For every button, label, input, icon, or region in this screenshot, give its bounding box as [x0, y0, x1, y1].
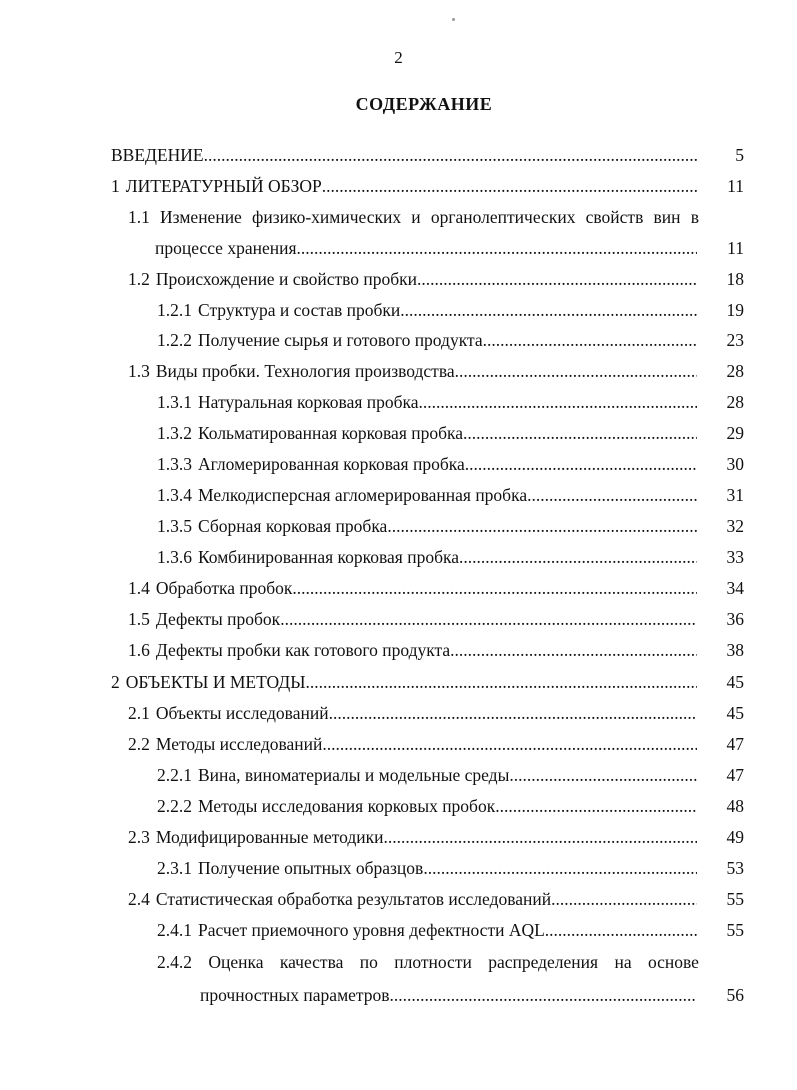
toc-entry-title: ЛИТЕРАТУРНЫЙ ОБЗОР [125, 176, 322, 196]
toc-entry [128, 638, 697, 662]
toc-entry-title: Натуральная корковая пробка [198, 392, 419, 412]
toc-entry-number: 1.3 [128, 361, 150, 381]
toc-entry-number: 1.3.6 [157, 547, 192, 567]
dot-leader [459, 545, 697, 569]
toc-entry-number: 2.2.1 [157, 765, 192, 785]
toc-entry [111, 670, 697, 694]
toc-entry-number: 1.2.1 [157, 300, 192, 320]
toc-entry [157, 856, 697, 880]
toc-entry-word: основе [647, 952, 699, 972]
dot-leader [419, 390, 697, 414]
dot-leader [450, 638, 697, 662]
toc-entry-title: ВВЕДЕНИЕ [111, 145, 204, 165]
toc-entry [157, 421, 697, 445]
toc-entry-number: 2.4.1 [157, 920, 192, 940]
toc-entry-title: процессе хранения [155, 238, 297, 258]
toc-entry-number: 2.2 [128, 734, 150, 754]
toc-entry-title: Кольматированная корковая пробка [198, 423, 464, 443]
toc-entry-word: плотности [394, 952, 472, 972]
toc-entry [157, 763, 697, 787]
toc-entry-title: Получение опытных образцов [198, 858, 424, 878]
toc-entry [128, 732, 697, 756]
toc-entry-title: Агломерированная корковая пробка [198, 454, 465, 474]
toc-entry-title: Комбинированная корковая пробка [198, 547, 459, 567]
dot-leader [545, 918, 697, 942]
dot-leader [297, 236, 697, 260]
toc-entry-number: 1.3.2 [157, 423, 192, 443]
dot-leader [551, 887, 697, 911]
dot-leader [280, 607, 697, 631]
toc-entry-page: 33 [726, 547, 744, 567]
dot-leader [400, 298, 697, 322]
toc-entry-number: 2.3 [128, 827, 150, 847]
toc-entry-page: 19 [726, 300, 744, 320]
toc-entry-page: 47 [726, 765, 744, 785]
toc-entry-number: 1.3.4 [157, 485, 192, 505]
toc-entry-number: 1.6 [128, 640, 150, 660]
toc-entry-number: 1.5 [128, 609, 150, 629]
toc-entry-title: Структура и состав пробки [198, 300, 401, 320]
dot-leader [417, 267, 697, 291]
toc-entry [157, 918, 697, 942]
toc-entry [157, 452, 697, 476]
toc-entry-title: Расчет приемочного уровня дефектности AQL [198, 920, 545, 940]
toc-entry-number: 1.4 [128, 578, 150, 598]
dot-leader [463, 421, 697, 445]
toc-entry-number: 2.2.2 [157, 796, 192, 816]
toc-entry-page: 30 [726, 454, 744, 474]
toc-entry [157, 483, 697, 507]
toc-entry [128, 887, 697, 911]
toc-entry-title: Статистическая обработка результатов исследований [155, 889, 552, 909]
toc-entry [157, 328, 697, 352]
toc-entry-title: Происхождение и свойство пробки [155, 269, 418, 289]
toc-entry-page: 11 [727, 176, 744, 196]
dot-leader [509, 763, 697, 787]
toc-entry [155, 236, 697, 260]
toc-entry [157, 298, 697, 322]
toc-entry-number: 1.3.3 [157, 454, 192, 474]
toc-entry [128, 607, 697, 631]
toc-entry-word: свойств [585, 207, 644, 227]
dot-leader [465, 452, 697, 476]
toc-entry-page: 55 [726, 889, 744, 909]
toc-entry-title: Модифицированные методики [155, 827, 384, 847]
dot-leader [483, 328, 697, 352]
toc-entry-title: Дефекты пробки как готового продукта [155, 640, 451, 660]
toc-entry-word: и [411, 207, 421, 227]
toc-entry-page: 47 [726, 734, 744, 754]
toc-entry-title: Обработка пробок [155, 578, 293, 598]
dot-leader [390, 983, 697, 1007]
toc-entry-title: Получение сырья и готового продукта [198, 330, 483, 350]
toc-entry [157, 794, 697, 818]
toc-entry [128, 701, 697, 725]
toc-entry-page: 29 [726, 423, 744, 443]
toc-entry-number: 1.3.5 [157, 516, 192, 536]
toc-entry-title: Методы исследований [155, 734, 323, 754]
toc-entry-title: прочностных параметров [200, 985, 390, 1005]
toc-entry-page: 28 [726, 361, 744, 381]
toc-entry-wrapped [157, 950, 699, 974]
dot-leader [329, 701, 697, 725]
toc-entry-page: 11 [727, 238, 744, 258]
toc-entry-page: 49 [726, 827, 744, 847]
toc-entry-number: 1.2 [128, 269, 150, 289]
toc-entry-page: 28 [726, 392, 744, 412]
toc-entry [157, 514, 697, 538]
toc-entry-page: 45 [726, 703, 744, 723]
toc-entry-title: Виды пробки. Технология производства [155, 361, 455, 381]
toc-entry [128, 267, 697, 291]
toc-entry-title: Объекты исследований [155, 703, 329, 723]
toc-entry-page: 31 [726, 485, 744, 505]
toc-entry-wrapped [128, 205, 699, 229]
toc-entry-number: 2.3.1 [157, 858, 192, 878]
toc-entry-title: Сборная корковая пробка [198, 516, 388, 536]
toc-entry-page: 56 [726, 985, 744, 1005]
toc-entry-number: 2.4.2 [157, 952, 192, 972]
toc-entry [111, 143, 697, 167]
toc-entry-word: в [690, 207, 699, 227]
toc-entry [157, 390, 697, 414]
toc-entry-title: Дефекты пробок [155, 609, 281, 629]
dot-leader [387, 514, 697, 538]
toc-entry-number: 2 [111, 672, 120, 692]
toc-entry [128, 576, 697, 600]
toc-entry [128, 825, 697, 849]
dot-leader [292, 576, 697, 600]
dot-leader [306, 670, 697, 694]
toc-entry-page: 53 [726, 858, 744, 878]
dot-leader [322, 174, 697, 198]
toc-entry-word: по [359, 952, 378, 972]
dot-leader [384, 825, 697, 849]
toc-entry [157, 545, 697, 569]
toc-entry-number: 2.4 [128, 889, 150, 909]
toc-entry-number: 1.2.2 [157, 330, 192, 350]
toc-entry-page: 18 [726, 269, 744, 289]
toc-entry-page: 36 [726, 609, 744, 629]
toc-entry-page: 34 [726, 578, 744, 598]
toc-entry-page: 45 [726, 672, 744, 692]
toc-entry [200, 983, 697, 1007]
toc-entry-word: распределения [488, 952, 599, 972]
dot-leader [495, 794, 697, 818]
toc-entry-page: 5 [735, 145, 744, 165]
toc-entry-page: 23 [726, 330, 744, 350]
toc-entry-title: ОБЪЕКТЫ И МЕТОДЫ [125, 672, 306, 692]
toc-entry-word: вин [653, 207, 681, 227]
dot-leader [322, 732, 697, 756]
toc-entry [128, 359, 697, 383]
toc-entry-word: органолептических [430, 207, 576, 227]
toc-entry-page: 48 [726, 796, 744, 816]
toc-entry-title: Методы исследования корковых пробок [198, 796, 496, 816]
toc-entry-word: на [614, 952, 632, 972]
toc-entry-number: 1.3.1 [157, 392, 192, 412]
toc-title: СОДЕРЖАНИЕ [355, 94, 493, 114]
page-number: 2 [394, 48, 403, 67]
toc-entry-title: Вина, виноматериалы и модельные среды [198, 765, 510, 785]
toc-entry [111, 174, 697, 198]
toc-entry-title: Мелкодисперсная агломерированная пробка [198, 485, 528, 505]
toc-entry-page: 55 [726, 920, 744, 940]
toc-entry-number: 1 [111, 176, 120, 196]
dot-leader [455, 359, 697, 383]
toc-entry-word: Оценка [208, 952, 264, 972]
dot-leader [527, 483, 697, 507]
dot-leader [423, 856, 697, 880]
scan-speck [452, 18, 455, 21]
toc-entry-word: физико-химических [252, 207, 402, 227]
toc-entry-word: Изменение [160, 207, 242, 227]
toc-entry-page: 38 [726, 640, 744, 660]
toc-entry-page: 32 [726, 516, 744, 536]
toc-entry-number: 1.1 [128, 207, 150, 227]
dot-leader [204, 143, 697, 167]
toc-entry-number: 2.1 [128, 703, 150, 723]
toc-entry-word: качества [279, 952, 344, 972]
